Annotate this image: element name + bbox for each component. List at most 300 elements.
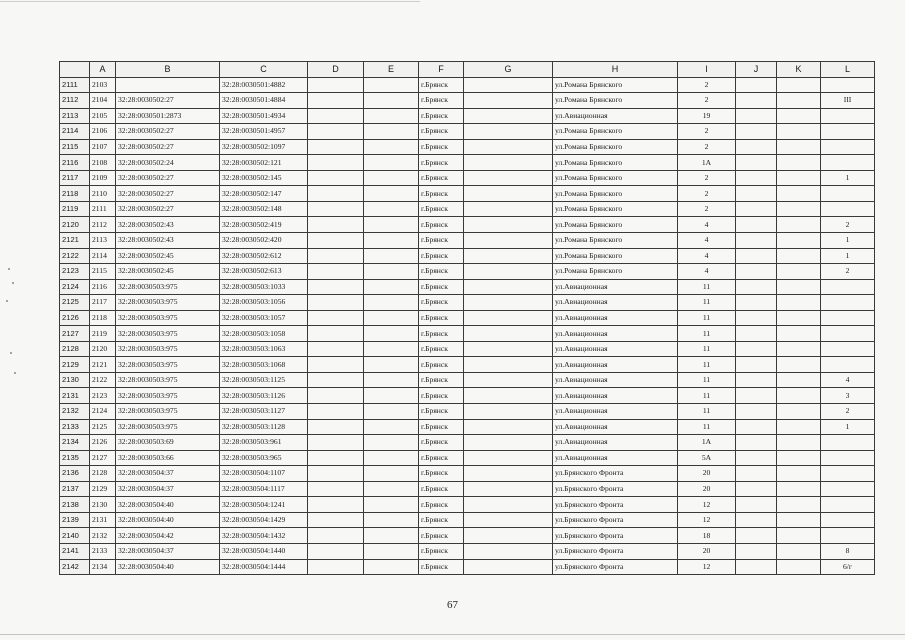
cell-e[interactable] [364,93,419,109]
cell-l[interactable] [821,139,875,155]
cell-l[interactable]: 1 [821,233,875,249]
row-number[interactable]: 2122 [60,248,90,264]
cell-c[interactable]: 32:28:0030502:148 [220,201,308,217]
cell-h[interactable]: ул.Авиационная [553,372,678,388]
cell-k[interactable] [777,341,821,357]
cell-d[interactable] [308,419,364,435]
cell-g[interactable] [464,326,553,342]
cell-g[interactable] [464,404,553,420]
row-number[interactable]: 2117 [60,170,90,186]
cell-l[interactable]: 1 [821,419,875,435]
cell-f[interactable]: г.Брянск [419,326,464,342]
cell-h[interactable]: ул.Романа Брянского [553,77,678,93]
cell-h[interactable]: ул.Авиационная [553,341,678,357]
cell-b[interactable]: 32:28:0030503:975 [116,357,220,373]
cell-f[interactable]: г.Брянск [419,248,464,264]
cell-f[interactable]: г.Брянск [419,528,464,544]
cell-i[interactable]: 11 [678,372,736,388]
cell-a[interactable]: 2126 [90,435,116,451]
cell-e[interactable] [364,295,419,311]
cell-l[interactable] [821,201,875,217]
cell-c[interactable]: 32:28:0030502:145 [220,170,308,186]
cell-a[interactable]: 2112 [90,217,116,233]
cell-i[interactable]: 2 [678,93,736,109]
cell-k[interactable] [777,543,821,559]
cell-f[interactable]: г.Брянск [419,466,464,482]
cell-b[interactable]: 32:28:0030502:24 [116,155,220,171]
cell-b[interactable]: 32:28:0030502:27 [116,139,220,155]
cell-d[interactable] [308,512,364,528]
cell-c[interactable]: 32:28:0030504:1241 [220,497,308,513]
cell-h[interactable]: ул.Авиационная [553,326,678,342]
cell-f[interactable]: г.Брянск [419,170,464,186]
cell-h[interactable]: ул.Романа Брянского [553,248,678,264]
cell-k[interactable] [777,93,821,109]
cell-j[interactable] [736,528,777,544]
cell-d[interactable] [308,466,364,482]
cell-l[interactable]: 2 [821,217,875,233]
cell-f[interactable]: г.Брянск [419,450,464,466]
cell-l[interactable] [821,341,875,357]
cell-l[interactable] [821,450,875,466]
cell-a[interactable]: 2123 [90,388,116,404]
cell-i[interactable]: 4 [678,217,736,233]
cell-e[interactable] [364,77,419,93]
cell-e[interactable] [364,217,419,233]
cell-g[interactable] [464,543,553,559]
cell-e[interactable] [364,310,419,326]
cell-l[interactable] [821,279,875,295]
cell-a[interactable]: 2107 [90,139,116,155]
cell-a[interactable]: 2111 [90,201,116,217]
cell-i[interactable]: 20 [678,543,736,559]
cell-i[interactable]: 11 [678,295,736,311]
cell-d[interactable] [308,404,364,420]
cell-l[interactable] [821,528,875,544]
cell-i[interactable]: 5А [678,450,736,466]
cell-c[interactable]: 32:28:0030502:420 [220,233,308,249]
cell-j[interactable] [736,388,777,404]
cell-f[interactable]: г.Брянск [419,295,464,311]
cell-b[interactable]: 32:28:0030503:975 [116,310,220,326]
cell-b[interactable]: 32:28:0030502:43 [116,217,220,233]
row-number[interactable]: 2118 [60,186,90,202]
cell-c[interactable]: 32:28:0030503:1057 [220,310,308,326]
cell-b[interactable]: 32:28:0030502:27 [116,124,220,140]
cell-k[interactable] [777,310,821,326]
cell-c[interactable]: 32:28:0030504:1440 [220,543,308,559]
row-number[interactable]: 2135 [60,450,90,466]
cell-h[interactable]: ул.Авиационная [553,279,678,295]
cell-d[interactable] [308,93,364,109]
row-number[interactable]: 2127 [60,326,90,342]
cell-d[interactable] [308,481,364,497]
cell-h[interactable]: ул.Брянского Фронта [553,543,678,559]
cell-k[interactable] [777,170,821,186]
cell-c[interactable]: 32:28:0030503:1127 [220,404,308,420]
cell-j[interactable] [736,295,777,311]
row-number[interactable]: 2138 [60,497,90,513]
cell-e[interactable] [364,357,419,373]
cell-b[interactable]: 32:28:0030503:975 [116,419,220,435]
cell-g[interactable] [464,497,553,513]
cell-d[interactable] [308,435,364,451]
cell-k[interactable] [777,435,821,451]
cell-i[interactable]: 2 [678,77,736,93]
cell-k[interactable] [777,481,821,497]
cell-d[interactable] [308,170,364,186]
cell-l[interactable] [821,481,875,497]
cell-h[interactable]: ул.Брянского Фронта [553,528,678,544]
cell-i[interactable]: 2 [678,124,736,140]
cell-b[interactable]: 32:28:0030504:40 [116,512,220,528]
cell-h[interactable]: ул.Брянского Фронта [553,559,678,575]
cell-i[interactable]: 11 [678,326,736,342]
cell-l[interactable]: 6/г [821,559,875,575]
cell-a[interactable]: 2121 [90,357,116,373]
cell-i[interactable]: 2 [678,139,736,155]
cell-j[interactable] [736,559,777,575]
row-number[interactable]: 2119 [60,201,90,217]
cell-e[interactable] [364,450,419,466]
cell-c[interactable]: 32:28:0030501:4884 [220,93,308,109]
cell-j[interactable] [736,93,777,109]
row-number[interactable]: 2113 [60,108,90,124]
cell-d[interactable] [308,357,364,373]
cell-f[interactable]: г.Брянск [419,372,464,388]
cell-h[interactable]: ул.Авиационная [553,108,678,124]
cell-j[interactable] [736,77,777,93]
cell-a[interactable]: 2118 [90,310,116,326]
cell-e[interactable] [364,512,419,528]
cell-d[interactable] [308,295,364,311]
cell-g[interactable] [464,201,553,217]
row-number[interactable]: 2133 [60,419,90,435]
cell-b[interactable]: 32:28:0030502:45 [116,264,220,280]
cell-g[interactable] [464,357,553,373]
cell-h[interactable]: ул.Романа Брянского [553,217,678,233]
cell-d[interactable] [308,310,364,326]
cell-i[interactable]: 11 [678,341,736,357]
cell-d[interactable] [308,139,364,155]
cell-k[interactable] [777,248,821,264]
cell-j[interactable] [736,217,777,233]
cell-g[interactable] [464,279,553,295]
row-number[interactable]: 2134 [60,435,90,451]
cell-a[interactable]: 2108 [90,155,116,171]
cell-i[interactable]: 20 [678,481,736,497]
row-number[interactable]: 2111 [60,77,90,93]
column-header-f[interactable]: F [419,62,464,78]
cell-k[interactable] [777,186,821,202]
cell-j[interactable] [736,450,777,466]
cell-h[interactable]: ул.Авиационная [553,388,678,404]
cell-f[interactable]: г.Брянск [419,559,464,575]
cell-f[interactable]: г.Брянск [419,233,464,249]
cell-a[interactable]: 2104 [90,93,116,109]
cell-h[interactable]: ул.Брянского Фронта [553,497,678,513]
cell-b[interactable]: 32:28:0030502:27 [116,170,220,186]
cell-a[interactable]: 2125 [90,419,116,435]
cell-l[interactable] [821,77,875,93]
cell-e[interactable] [364,435,419,451]
cell-i[interactable]: 18 [678,528,736,544]
cell-a[interactable]: 2115 [90,264,116,280]
column-header-k[interactable]: K [777,62,821,78]
cell-d[interactable] [308,388,364,404]
cell-l[interactable]: 4 [821,372,875,388]
cell-h[interactable]: ул.Романа Брянского [553,139,678,155]
cell-d[interactable] [308,341,364,357]
cell-a[interactable]: 2129 [90,481,116,497]
cell-b[interactable]: 32:28:0030504:37 [116,466,220,482]
cell-g[interactable] [464,155,553,171]
cell-k[interactable] [777,497,821,513]
cell-c[interactable]: 32:28:0030503:1063 [220,341,308,357]
cell-f[interactable]: г.Брянск [419,217,464,233]
cell-c[interactable]: 32:28:0030504:1432 [220,528,308,544]
cell-g[interactable] [464,77,553,93]
row-number[interactable]: 2128 [60,341,90,357]
cell-g[interactable] [464,528,553,544]
cell-j[interactable] [736,341,777,357]
cell-j[interactable] [736,248,777,264]
cell-i[interactable]: 1А [678,435,736,451]
cell-e[interactable] [364,108,419,124]
cell-e[interactable] [364,264,419,280]
cell-e[interactable] [364,248,419,264]
cell-b[interactable]: 32:28:0030503:975 [116,372,220,388]
cell-h[interactable]: ул.Авиационная [553,295,678,311]
cell-k[interactable] [777,155,821,171]
cell-i[interactable]: 20 [678,466,736,482]
cell-c[interactable]: 32:28:0030502:147 [220,186,308,202]
cell-f[interactable]: г.Брянск [419,124,464,140]
cell-k[interactable] [777,372,821,388]
cell-i[interactable]: 1А [678,155,736,171]
row-number[interactable]: 2132 [60,404,90,420]
cell-e[interactable] [364,326,419,342]
column-header-i[interactable]: I [678,62,736,78]
cell-k[interactable] [777,512,821,528]
cell-g[interactable] [464,248,553,264]
cell-i[interactable]: 11 [678,388,736,404]
cell-e[interactable] [364,466,419,482]
cell-b[interactable]: 32:28:0030503:975 [116,341,220,357]
cell-e[interactable] [364,497,419,513]
cell-h[interactable]: ул.Романа Брянского [553,201,678,217]
cell-e[interactable] [364,124,419,140]
cell-a[interactable]: 2128 [90,466,116,482]
cell-k[interactable] [777,528,821,544]
cell-l[interactable] [821,108,875,124]
cell-a[interactable]: 2124 [90,404,116,420]
cell-i[interactable]: 2 [678,170,736,186]
cell-g[interactable] [464,341,553,357]
cell-j[interactable] [736,108,777,124]
cell-h[interactable]: ул.Авиационная [553,310,678,326]
cell-b[interactable]: 32:28:0030503:975 [116,279,220,295]
cell-i[interactable]: 12 [678,512,736,528]
cell-b[interactable]: 32:28:0030503:975 [116,295,220,311]
row-number[interactable]: 2120 [60,217,90,233]
cell-l[interactable]: 2 [821,264,875,280]
cell-f[interactable]: г.Брянск [419,497,464,513]
cell-c[interactable]: 32:28:0030503:961 [220,435,308,451]
cell-d[interactable] [308,497,364,513]
cell-h[interactable]: ул.Романа Брянского [553,264,678,280]
cell-d[interactable] [308,264,364,280]
row-number[interactable]: 2141 [60,543,90,559]
row-number[interactable]: 2116 [60,155,90,171]
cell-f[interactable]: г.Брянск [419,357,464,373]
cell-l[interactable]: III [821,93,875,109]
cell-b[interactable]: 32:28:0030502:43 [116,233,220,249]
cell-j[interactable] [736,124,777,140]
cell-c[interactable]: 32:28:0030501:4957 [220,124,308,140]
cell-l[interactable]: 1 [821,248,875,264]
cell-b[interactable] [116,77,220,93]
cell-c[interactable]: 32:28:0030504:1107 [220,466,308,482]
cell-j[interactable] [736,481,777,497]
cell-h[interactable]: ул.Брянского Фронта [553,512,678,528]
cell-f[interactable]: г.Брянск [419,93,464,109]
cell-d[interactable] [308,528,364,544]
cell-j[interactable] [736,372,777,388]
cell-f[interactable]: г.Брянск [419,108,464,124]
cell-e[interactable] [364,404,419,420]
column-header-j[interactable]: J [736,62,777,78]
column-header-h[interactable]: H [553,62,678,78]
cell-h[interactable]: ул.Авиационная [553,357,678,373]
cell-e[interactable] [364,201,419,217]
cell-g[interactable] [464,108,553,124]
cell-h[interactable]: ул.Романа Брянского [553,155,678,171]
cell-a[interactable]: 2134 [90,559,116,575]
cell-k[interactable] [777,108,821,124]
cell-h[interactable]: ул.Авиационная [553,404,678,420]
cell-f[interactable]: г.Брянск [419,404,464,420]
cell-e[interactable] [364,186,419,202]
cell-l[interactable]: 1 [821,170,875,186]
cell-e[interactable] [364,233,419,249]
cell-f[interactable]: г.Брянск [419,419,464,435]
cell-g[interactable] [464,435,553,451]
cell-a[interactable]: 2132 [90,528,116,544]
cell-j[interactable] [736,201,777,217]
cell-k[interactable] [777,466,821,482]
cell-d[interactable] [308,155,364,171]
cell-e[interactable] [364,155,419,171]
column-header-a[interactable]: A [90,62,116,78]
cell-b[interactable]: 32:28:0030503:975 [116,388,220,404]
cell-l[interactable]: 2 [821,404,875,420]
cell-j[interactable] [736,512,777,528]
cell-b[interactable]: 32:28:0030503:66 [116,450,220,466]
cell-g[interactable] [464,419,553,435]
column-header-c[interactable]: C [220,62,308,78]
cell-i[interactable]: 11 [678,310,736,326]
row-number[interactable]: 2114 [60,124,90,140]
cell-c[interactable]: 32:28:0030501:4934 [220,108,308,124]
cell-b[interactable]: 32:28:0030501:2873 [116,108,220,124]
cell-e[interactable] [364,543,419,559]
cell-j[interactable] [736,435,777,451]
cell-k[interactable] [777,279,821,295]
row-number[interactable]: 2139 [60,512,90,528]
cell-d[interactable] [308,217,364,233]
cell-g[interactable] [464,217,553,233]
cell-e[interactable] [364,279,419,295]
cell-j[interactable] [736,326,777,342]
cell-g[interactable] [464,481,553,497]
cell-a[interactable]: 2105 [90,108,116,124]
cell-j[interactable] [736,233,777,249]
cell-c[interactable]: 32:28:0030503:1128 [220,419,308,435]
cell-e[interactable] [364,419,419,435]
cell-b[interactable]: 32:28:0030504:42 [116,528,220,544]
cell-j[interactable] [736,170,777,186]
cell-i[interactable]: 11 [678,404,736,420]
cell-c[interactable]: 32:28:0030501:4882 [220,77,308,93]
cell-i[interactable]: 11 [678,357,736,373]
cell-d[interactable] [308,186,364,202]
cell-h[interactable]: ул.Романа Брянского [553,186,678,202]
cell-c[interactable]: 32:28:0030502:612 [220,248,308,264]
cell-k[interactable] [777,326,821,342]
cell-l[interactable] [821,295,875,311]
cell-b[interactable]: 32:28:0030504:40 [116,559,220,575]
cell-l[interactable] [821,155,875,171]
cell-e[interactable] [364,170,419,186]
cell-g[interactable] [464,264,553,280]
row-number[interactable]: 2129 [60,357,90,373]
cell-a[interactable]: 2103 [90,77,116,93]
column-header-l[interactable]: L [821,62,875,78]
cell-k[interactable] [777,201,821,217]
row-number[interactable]: 2124 [60,279,90,295]
cell-e[interactable] [364,559,419,575]
cell-f[interactable]: г.Брянск [419,341,464,357]
cell-d[interactable] [308,372,364,388]
cell-f[interactable]: г.Брянск [419,481,464,497]
cell-d[interactable] [308,201,364,217]
cell-d[interactable] [308,108,364,124]
cell-j[interactable] [736,279,777,295]
cell-a[interactable]: 2130 [90,497,116,513]
cell-j[interactable] [736,357,777,373]
cell-b[interactable]: 32:28:0030504:37 [116,543,220,559]
cell-e[interactable] [364,372,419,388]
cell-f[interactable]: г.Брянск [419,279,464,295]
cell-d[interactable] [308,543,364,559]
cell-a[interactable]: 2127 [90,450,116,466]
cell-k[interactable] [777,419,821,435]
cell-j[interactable] [736,139,777,155]
cell-l[interactable] [821,310,875,326]
cell-k[interactable] [777,357,821,373]
cell-c[interactable]: 32:28:0030504:1117 [220,481,308,497]
cell-c[interactable]: 32:28:0030504:1444 [220,559,308,575]
cell-g[interactable] [464,186,553,202]
cell-a[interactable]: 2117 [90,295,116,311]
cell-a[interactable]: 2120 [90,341,116,357]
cell-b[interactable]: 32:28:0030502:27 [116,186,220,202]
cell-j[interactable] [736,497,777,513]
cell-j[interactable] [736,186,777,202]
cell-k[interactable] [777,450,821,466]
cell-f[interactable]: г.Брянск [419,155,464,171]
